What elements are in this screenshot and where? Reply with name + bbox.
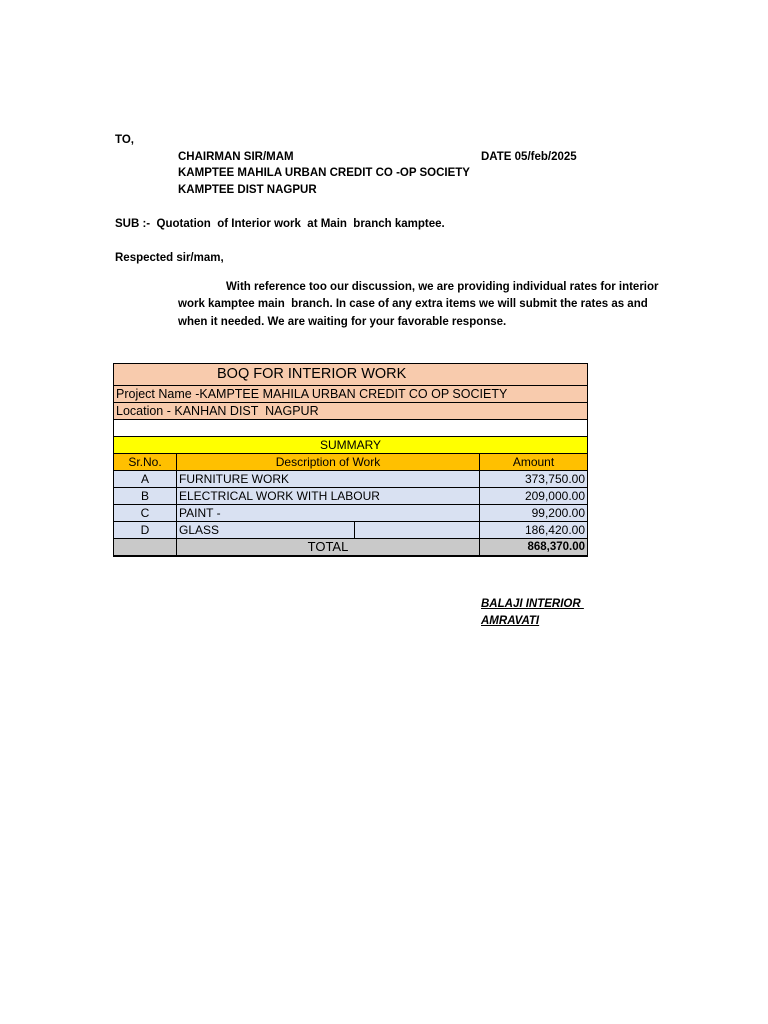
- project-location: Location - KANHAN DIST NAGPUR: [114, 403, 588, 420]
- boq-title: BOQ FOR INTERIOR WORK: [114, 364, 588, 386]
- table-row: [114, 488, 588, 505]
- organization-place: KAMPTEE DIST NAGPUR: [178, 184, 317, 196]
- row-srno: C: [114, 505, 177, 522]
- header-description: Description of Work: [177, 454, 480, 471]
- row-amount: 99,200.00: [480, 505, 588, 522]
- row-srno: A: [114, 471, 177, 488]
- letter-body: [178, 279, 678, 331]
- signature-line-2: AMRAVATI: [481, 615, 540, 627]
- total-blank-cell: [114, 539, 177, 557]
- total-amount: 868,370.00: [480, 539, 588, 557]
- row-blank-cell: [355, 522, 480, 539]
- body-line-3: when it needed. We are waiting for your favorable response.: [178, 315, 507, 328]
- boq-table: [113, 363, 588, 557]
- row-description: ELECTRICAL WORK WITH LABOUR: [177, 488, 480, 505]
- to-label: TO,: [115, 134, 134, 146]
- letter-date: DATE 05/feb/2025: [481, 151, 577, 163]
- row-amount: 373,750.00: [480, 471, 588, 488]
- row-amount: 186,420.00: [480, 522, 588, 539]
- total-label: TOTAL: [177, 539, 480, 557]
- signature-line-1: BALAJI INTERIOR: [481, 598, 584, 610]
- table-row: [114, 522, 588, 539]
- header-amount: Amount: [480, 454, 588, 471]
- salutation: Respected sir/mam,: [115, 252, 224, 264]
- subject-line: SUB :- Quotation of Interior work at Main branch kamptee.: [115, 218, 445, 230]
- row-srno: D: [114, 522, 177, 539]
- row-amount: 209,000.00: [480, 488, 588, 505]
- summary-heading: SUMMARY: [114, 437, 588, 454]
- table-row: [114, 471, 588, 488]
- body-line-1: With reference too our discussion, we are providing individual rates for interior: [226, 281, 659, 293]
- table-row: [114, 505, 588, 522]
- blank-row: [114, 420, 588, 437]
- body-line-2: work kamptee main branch. In case of any extra items we will submit the rates as and: [178, 298, 648, 311]
- organization-name: KAMPTEE MAHILA URBAN CREDIT CO -OP SOCIETY: [178, 167, 470, 179]
- row-description: FURNITURE WORK: [177, 471, 480, 488]
- project-name: Project Name -KAMPTEE MAHILA URBAN CREDIT CO OP SOCIETY: [114, 386, 588, 403]
- row-description: GLASS: [177, 522, 355, 539]
- header-srno: Sr.No.: [114, 454, 177, 471]
- addressee: CHAIRMAN SIR/MAM: [178, 151, 294, 163]
- row-description: PAINT -: [177, 505, 480, 522]
- row-srno: B: [114, 488, 177, 505]
